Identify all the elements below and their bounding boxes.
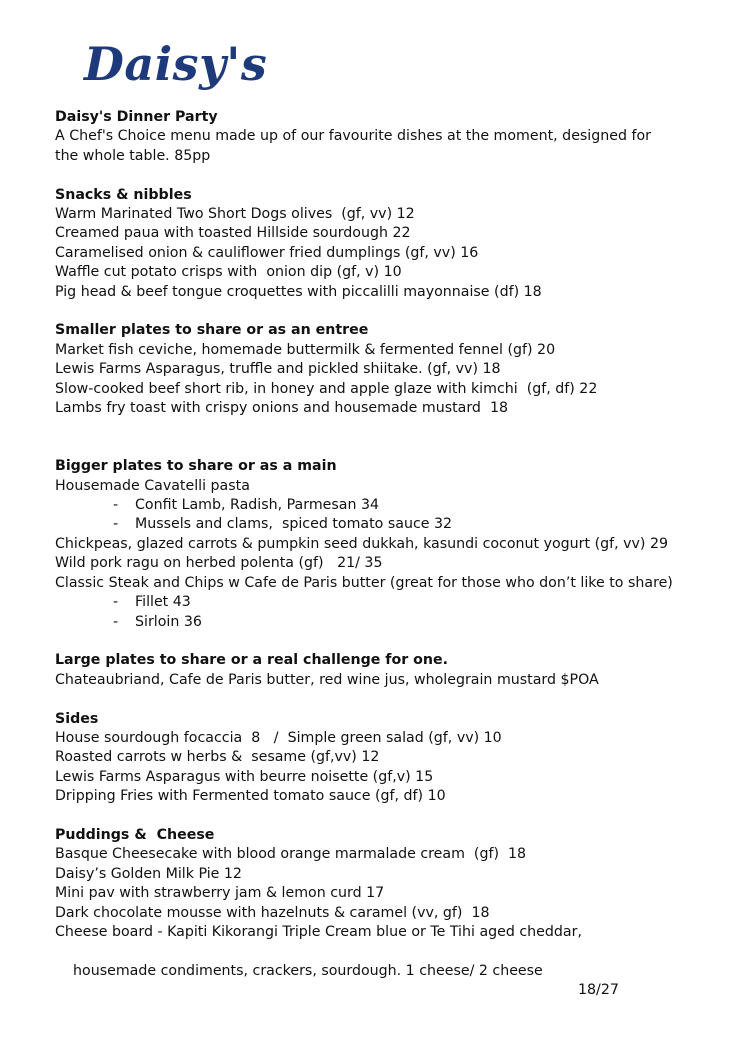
menu-item: Basque Cheesecake with blood orange marmalade cream (gf) 18 [55, 846, 527, 863]
menu-item: Lambs fry toast with crispy onions and housemade mustard 18 [55, 400, 509, 417]
menu-sub-item: - Mussels and clams, spiced tomato sauce 32 [113, 516, 453, 533]
menu-item: Mini pav with strawberry jam & lemon curd 17 [55, 885, 385, 902]
menu-item: Creamed paua with toasted Hillside sourdough 22 [55, 225, 411, 242]
menu-sub-item: - Confit Lamb, Radish, Parmesan 34 [113, 497, 380, 514]
menu-item: Slow-cooked beef short rib, in honey and apple glaze with kimchi (gf, df) 22 [55, 380, 598, 397]
menu-content [55, 108, 715, 1020]
menu-item: Warm Marinated Two Short Dogs olives (gf, vv) 12 [55, 206, 415, 223]
menu-sub-item: - Fillet 43 [113, 594, 191, 611]
menu-item: Waffle cut potato crisps with onion dip (gf, v) 10 [55, 264, 402, 281]
section-heading-snacks: Snacks & nibbles [55, 186, 192, 203]
section-heading-puddings: Puddings & Cheese [55, 826, 215, 843]
menu-item: Daisy’s Golden Milk Pie 12 [55, 865, 242, 882]
section-heading-sides: Sides [55, 710, 99, 727]
cheese-board-description: housemade condiments, crackers, sourdough. 1 cheese/ 2 cheese [73, 962, 543, 979]
menu-item: Caramelised onion & cauliflower fried dumplings (gf, vv) 16 [55, 244, 479, 261]
menu-item: Market fish ceviche, homemade buttermilk & fermented fennel (gf) 20 [55, 341, 556, 358]
menu-item: Cheese board - Kapiti Kikorangi Triple Cream blue or Te Tihi aged cheddar, [55, 923, 582, 940]
menu-item: Roasted carrots w herbs & sesame (gf,vv) 12 [55, 749, 380, 766]
menu-sub-item: - Sirloin 36 [113, 613, 202, 630]
menu-item: Classic Steak and Chips w Cafe de Paris butter (great for those who don’t like to share) [55, 574, 673, 591]
intro-line: the whole table. 85pp [55, 147, 211, 164]
section-heading-smaller-plates: Smaller plates to share or as an entree [55, 322, 369, 339]
menu-item: Dripping Fries with Fermented tomato sauce (gf, df) 10 [55, 788, 446, 805]
menu-item: Housemade Cavatelli pasta [55, 477, 250, 494]
menu-item-cheese-board [55, 942, 715, 1020]
menu-item: Lewis Farms Asparagus, truffle and pickled shiitake. (gf, vv) 18 [55, 361, 501, 378]
menu-item: Dark chocolate mousse with hazelnuts & caramel (vv, gf) 18 [55, 904, 490, 921]
intro-line: A Chef's Choice menu made up of our favourite dishes at the moment, designed for [55, 128, 651, 145]
menu-item: Wild pork ragu on herbed polenta (gf) 21/ 35 [55, 555, 383, 572]
menu-title: Daisy's Dinner Party [55, 109, 218, 125]
menu-item: Chickpeas, glazed carrots & pumpkin seed dukkah, kasundi coconut yogurt (gf, vv) 29 [55, 535, 669, 552]
section-heading-bigger-plates: Bigger plates to share or as a main [55, 458, 337, 475]
menu-item: House sourdough focaccia 8 / Simple green salad (gf, vv) 10 [55, 729, 502, 746]
cheese-board-price: 18/27 [578, 982, 619, 999]
menu-item: Lewis Farms Asparagus with beurre noisette (gf,v) 15 [55, 768, 434, 785]
menu-item: Pig head & beef tongue croquettes with piccalilli mayonnaise (df) 18 [55, 283, 542, 300]
menu-item: Chateaubriand, Cafe de Paris butter, red wine jus, wholegrain mustard $POA [55, 671, 599, 688]
daisys-logo: Daisy's [84, 37, 268, 91]
section-heading-large-plates: Large plates to share or a real challenge for one. [55, 652, 449, 669]
